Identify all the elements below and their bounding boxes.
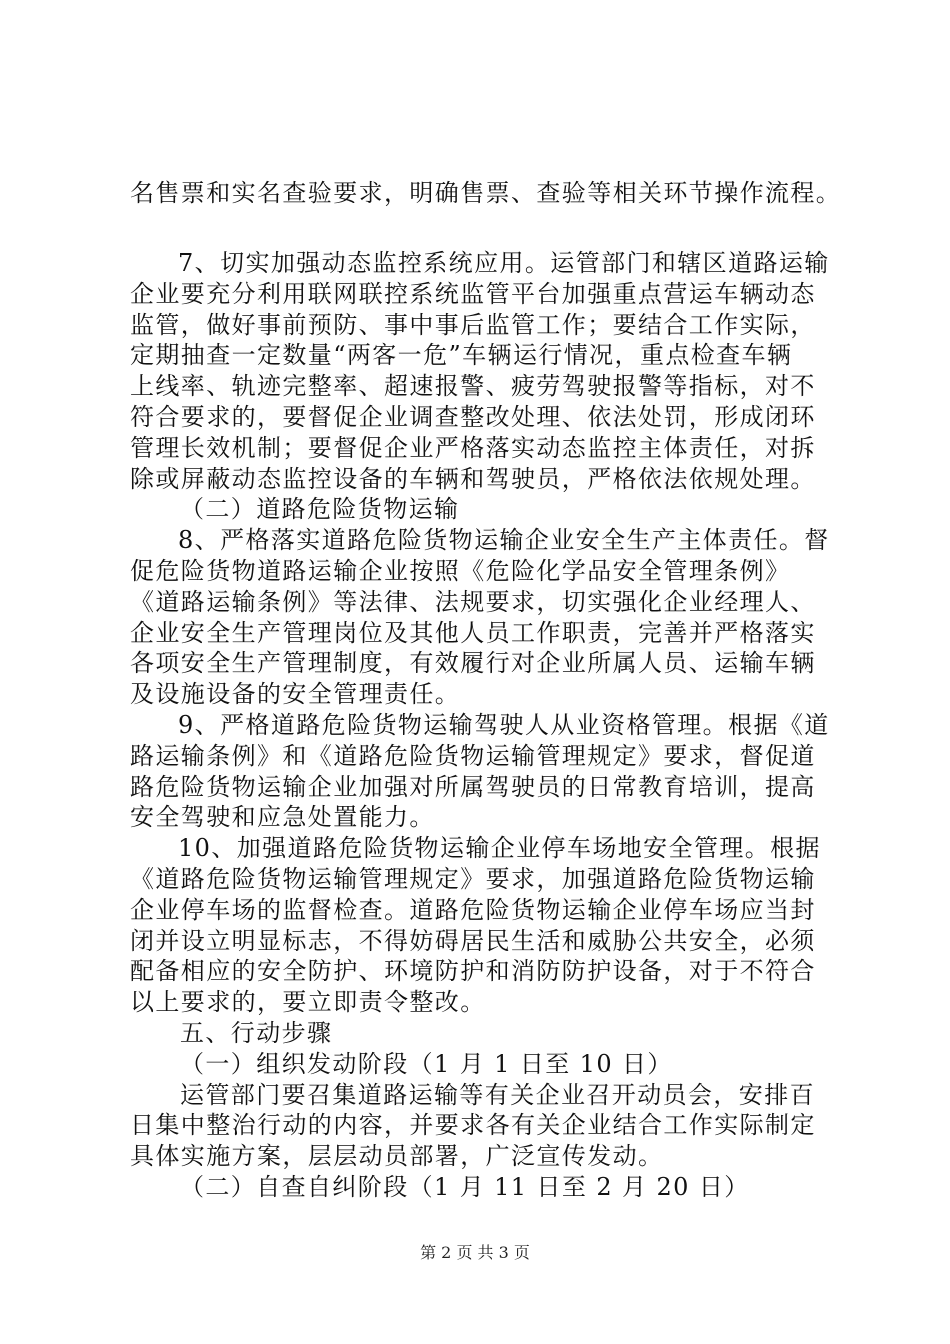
- text-line: 及设施设备的安全管理责任。: [130, 680, 461, 708]
- text-line: 7、切实加强动态监控系统应用。运管部门和辖区道路运输: [178, 249, 830, 277]
- text-line: 以上要求的，要立即责令整改。: [130, 988, 486, 1016]
- text-line: 路运输条例》和《道路危险货物运输管理规定》要求，督促道: [130, 742, 816, 770]
- text-line: 10、加强道路危险货物运输企业停车场地安全管理。根据: [178, 834, 821, 862]
- text-line: 上线率、轨迹完整率、超速报警、疲劳驾驶报警等指标，对不: [130, 372, 816, 400]
- subsection-heading: （二）自查自纠阶段（1 月 11 日至 2 月 20 日）: [180, 1173, 750, 1201]
- text-line: 促危险货物道路运输企业按照《危险化学品安全管理条例》: [130, 557, 791, 585]
- page-footer: 第 2 页 共 3 页: [420, 1243, 530, 1262]
- text-line: 安全驾驶和应急处置能力。: [130, 803, 435, 831]
- text-line: 定期抽查一定数量“两客一危”车辆运行情况，重点检查车辆: [130, 341, 793, 369]
- text-line: 闭并设立明显标志，不得妨碍居民生活和威胁公共安全，必须: [130, 927, 816, 955]
- text-line: 名售票和实名查验要求，明确售票、查验等相关环节操作流程。: [130, 179, 842, 207]
- text-line: 监管，做好事前预防、事中事后监管工作；要结合工作实际，: [130, 311, 816, 339]
- text-line: 各项安全生产管理制度，有效履行对企业所属人员、运输车辆: [130, 649, 816, 677]
- text-line: 管理长效机制；要督促企业严格落实动态监控主体责任，对拆: [130, 434, 816, 462]
- text-line: 运管部门要召集道路运输等有关企业召开动员会，安排百: [180, 1081, 815, 1109]
- section-heading: 五、行动步骤: [180, 1019, 333, 1047]
- text-line: 《道路危险货物运输管理规定》要求，加强道路危险货物运输: [130, 865, 816, 893]
- text-line: 企业停车场的监督检查。道路危险货物运输企业停车场应当封: [130, 896, 816, 924]
- text-line: 8、严格落实道路危险货物运输企业安全生产主体责任。督: [178, 526, 830, 554]
- text-line: 9、严格道路危险货物运输驾驶人从业资格管理。根据《道: [178, 711, 830, 739]
- section-heading: （二）道路危险货物运输: [180, 495, 460, 523]
- text-line: 《道路运输条例》等法律、法规要求，切实强化企业经理人、: [130, 588, 816, 616]
- subsection-heading: （一）组织发动阶段（1 月 1 日至 10 日）: [180, 1050, 673, 1078]
- text-line: 路危险货物运输企业加强对所属驾驶员的日常教育培训，提高: [130, 773, 816, 801]
- text-line: 符合要求的，要督促企业调查整改处理、依法处罚，形成闭环: [130, 403, 816, 431]
- text-line: 日集中整治行动的内容，并要求各有关企业结合工作实际制定: [130, 1111, 816, 1139]
- text-line: 具体实施方案，层层动员部署，广泛宣传发动。: [130, 1142, 664, 1170]
- text-line: 企业要充分利用联网联控系统监管平台加强重点营运车辆动态: [130, 280, 816, 308]
- text-line: 除或屏蔽动态监控设备的车辆和驾驶员，严格依法依规处理。: [130, 465, 816, 493]
- text-line: 配备相应的安全防护、环境防护和消防防护设备，对于不符合: [130, 957, 816, 985]
- text-line: 企业安全生产管理岗位及其他人员工作职责，完善并严格落实: [130, 619, 816, 647]
